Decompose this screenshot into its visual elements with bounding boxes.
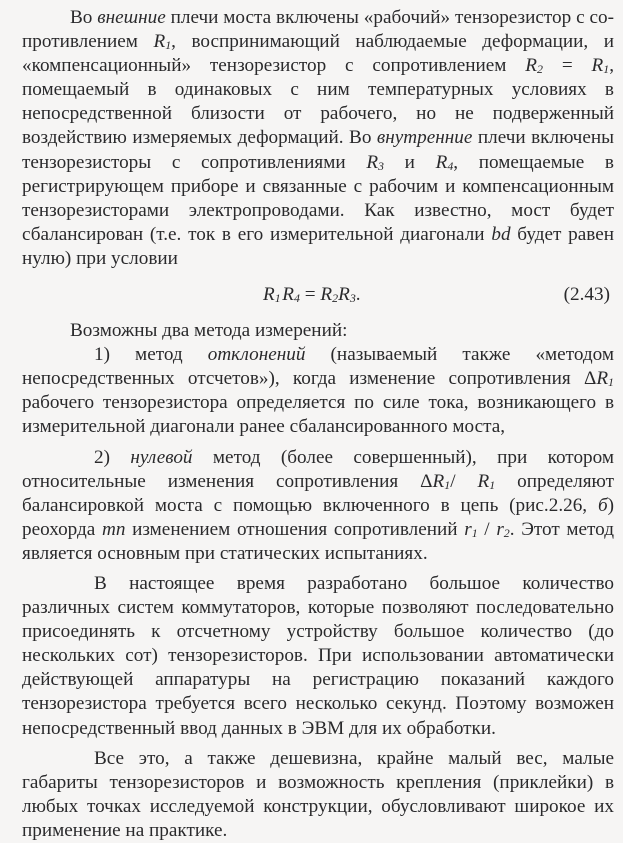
paragraph-methods-intro: Возможны два метода измерений: (70, 320, 348, 342)
equation-2-43 (22, 279, 614, 313)
paragraph-commutator-systems: В настоящее время разработано большое количество различных систем коммутаторов, которые позволяют последовательно присоединять к отсчетному устройству большое количество (до нескольких сот) тензорезисторов. При использовании автоматически действующей аппаратуры на регистрацию показаний каждого тензорезистора требуется всего несколько секунд. Поэтому возможен непосредственный ввод данных в ЭВМ для их обработки. (22, 572, 614, 739)
emphasis-internal: внутренние (376, 127, 473, 149)
list-item-deflection-method: 1) метод отклонений (называемый также «методом непосредственных отсчетов»), когда изменение сопротивления $\Delta R_1$ рабочего тензорезистора определяется по силе тока, возникающего в измерительной диагонали ранее сбалансированного моста, (22, 344, 614, 438)
emphasis-external: внешние (97, 7, 166, 28)
paragraph-bridge-arms: Во внешние плечи моста включены «рабочий» тензорезистор с сопротивлением $R_1$, воспринимающий наблюдаемые деформации, и «компенсационный» тензорезистор с сопротивлением $R_2 = R_1$, помещаемый в одинаковых с ним температурных условиях в непосредственной близости от рабочего, но не подверженный воздействию измеряемых деформаций. Во внутренние плечи включены тензорезисторы с сопротивлениями $R_3$ и $R_4$, помещаемые в регистрирующем приборе и связанные с рабочим и компенсационным тензорезисторами электропроводами. Как известно, мост будет сбалансирован (т.е. ток в его измерительной диагонали bd будет равен нулю) при условии (22, 7, 615, 269)
list-item-null-method: 2) нулевой метод (более совершенный), при котором относительные изменения сопротивления $\Delta R_1/$ $R_1$ определяют балансировкой моста с помощью включенного в цепь (рис.2.26, б) реохорда mn изменением отношения сопротивлений $r_1 / r_2$. Этот метод является основным при статических испытаниях. (22, 446, 615, 564)
paragraph-advantages: Все это, а также дешевизна, крайне малый вес, малые габариты тензорезисторов и возможность крепления (приклейки) в любых точках исследуемой конструкции, обусловливают широкое их применение на практике. (22, 747, 614, 841)
equation-formula: $R_1$ $R_4 = R_2R_3$. (263, 284, 361, 306)
document-body (22, 6, 614, 843)
equation-number: (2.43) (563, 284, 610, 306)
